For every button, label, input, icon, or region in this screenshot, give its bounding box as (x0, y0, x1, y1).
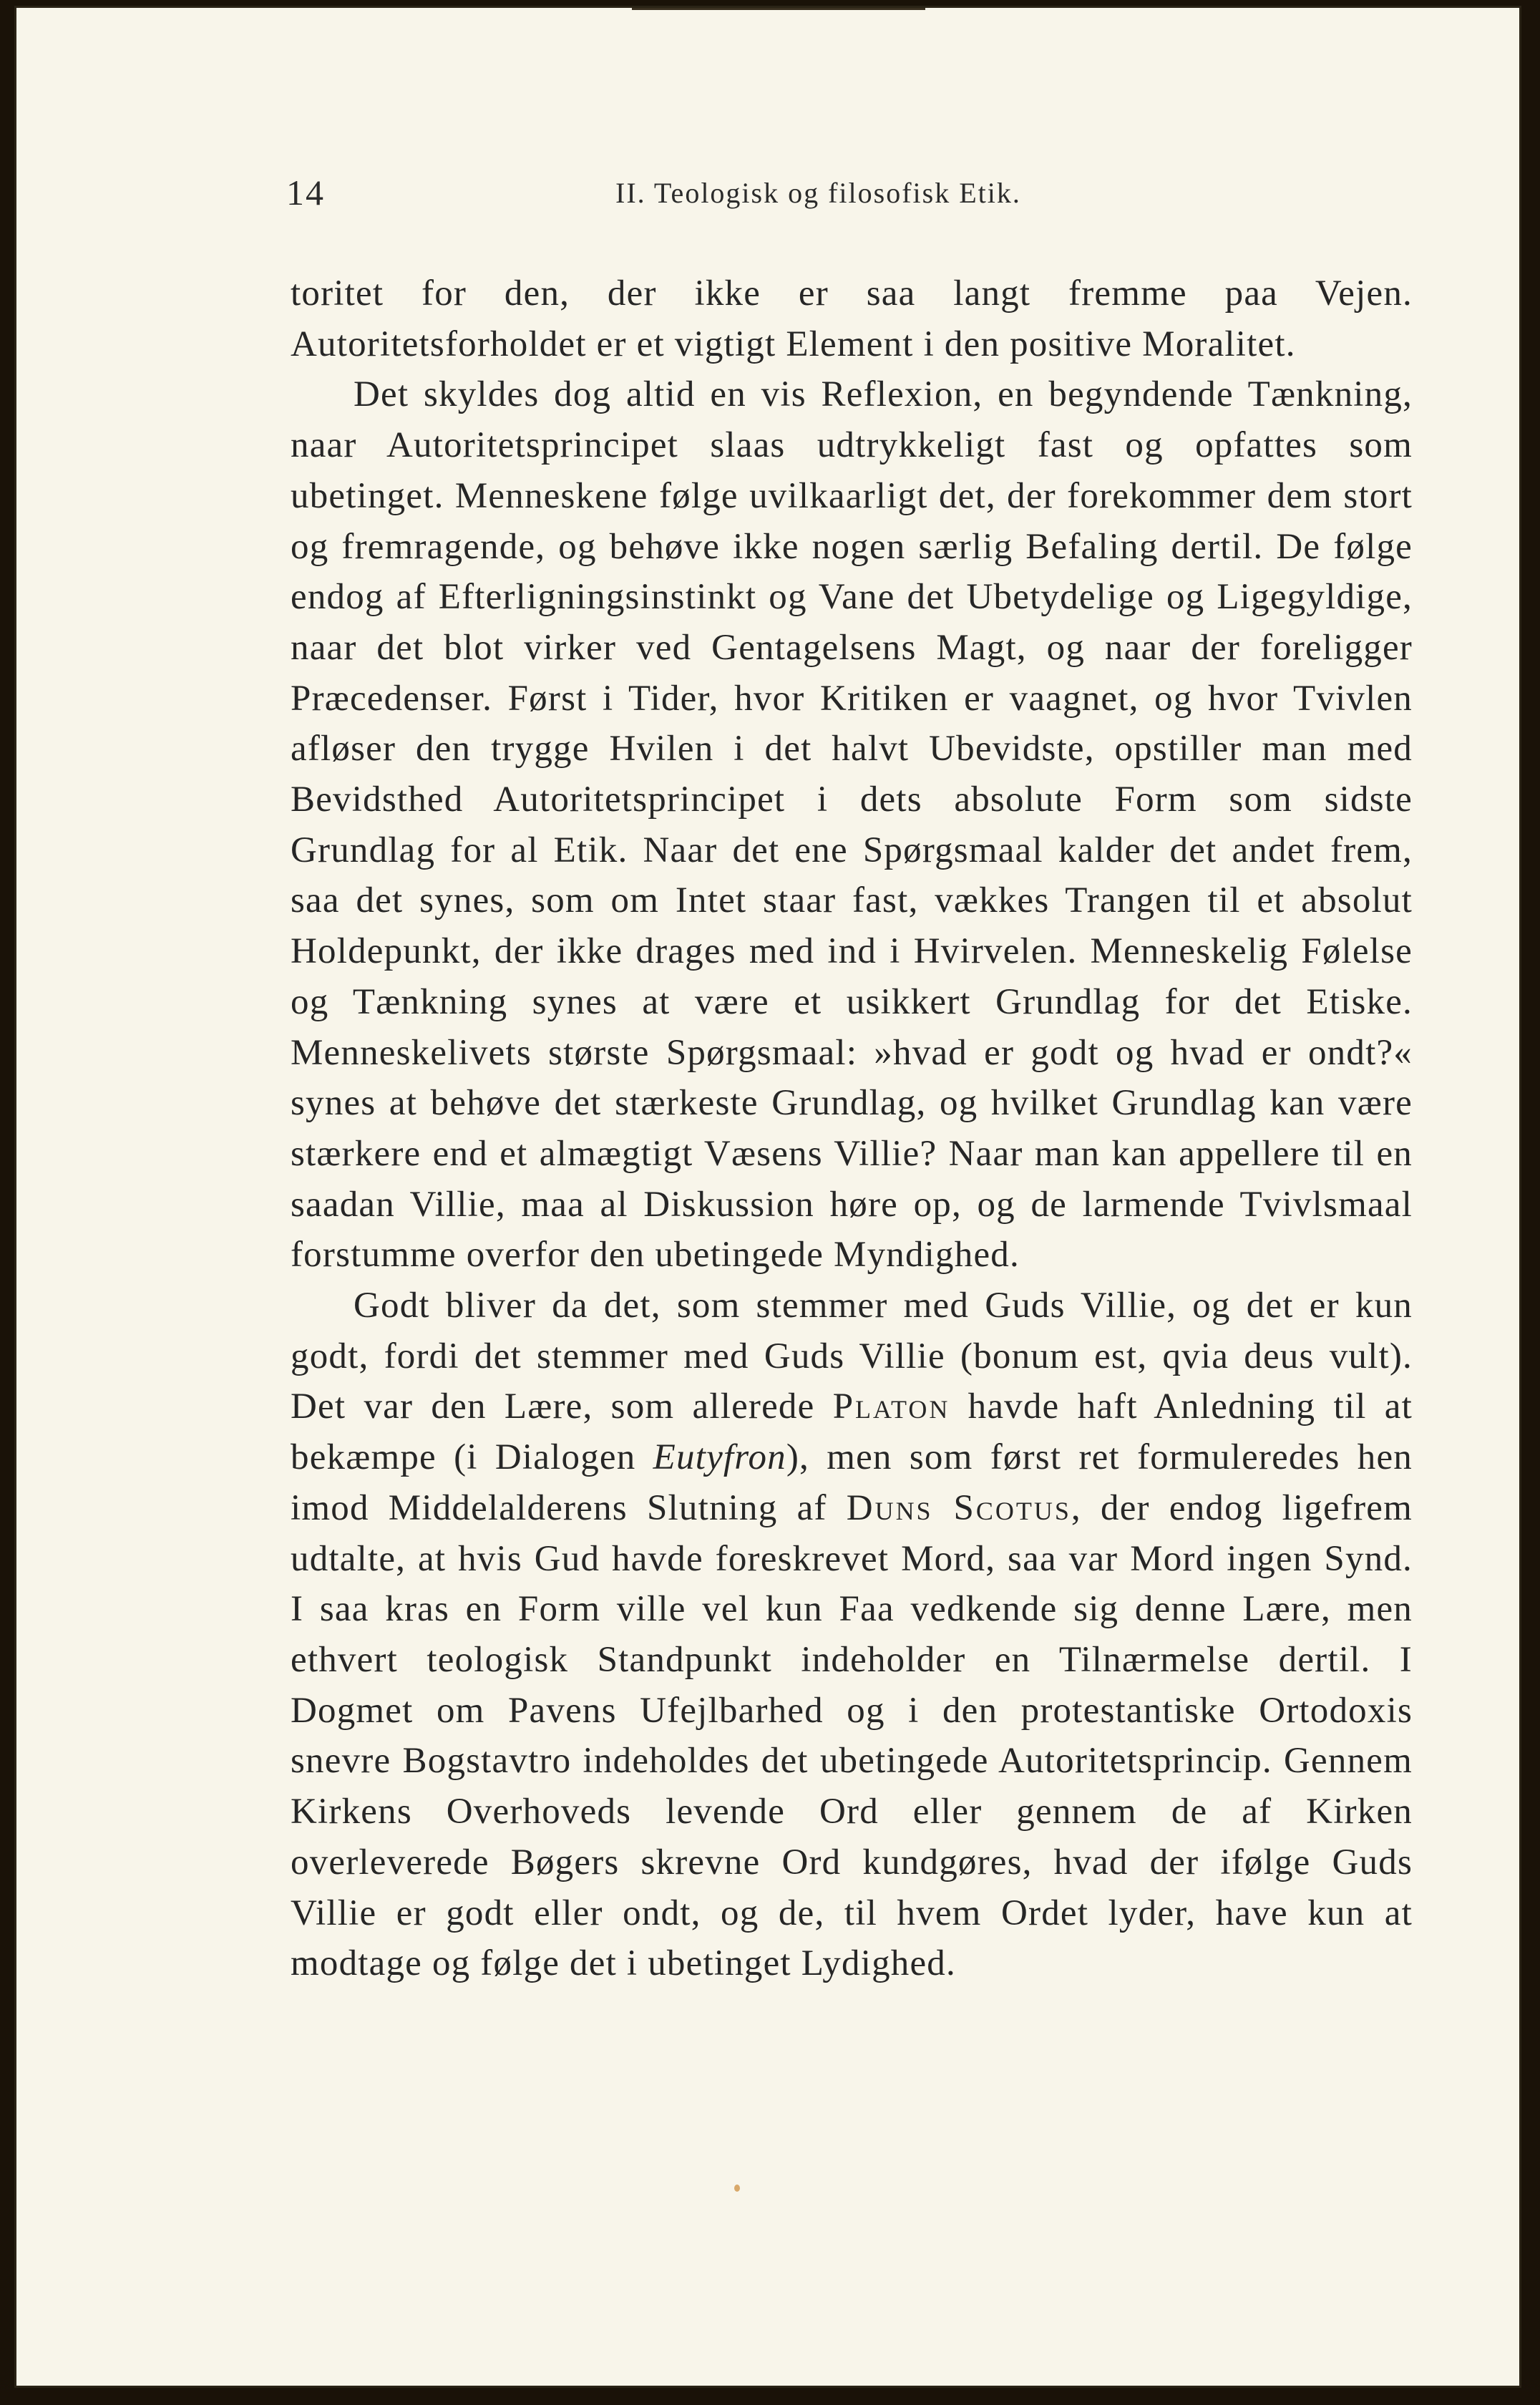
running-head (286, 172, 1417, 222)
name-duns-scotus: Duns Scotus (846, 1487, 1071, 1528)
paragraph-2: Det skyldes dog altid en vis Reflexion, en begyndende Tænkning, naar Autoritetsprincipet slaas udtrykkeligt fast og opfattes som ubetinget. Menneskene følge uvilkaarligt det, der forekommer dem stort og fremragende, og behøve ikke nogen særlig Befaling dertil. De følge endog af Efterligningsinstinkt og Vane det Ubetydelige og Ligegyldige, naar det blot virker ved Gentagelsens Magt, og naar der foreligger Præcedenser. Først i Tider, hvor Kritiken er vaagnet, og hvor Tvivlen afløser den trygge Hvilen i det halvt Ubevidste, opstiller man med Bevidsthed Autoritetsprincipet i dets absolute Form som sidste Grundlag for al Etik. Naar det ene Spørgsmaal kalder det andet frem, saa det synes, som om Intet staar fast, vækkes Trangen til et absolut Holdepunkt, der ikke drages med ind i Hvirvelen. Menneskelig Følelse og Tænkning synes at være et usikkert Grundlag for det Etiske. Menneskelivets største Spørgsmaal: »hvad er godt og hvad er ondt?« synes at behøve det stærkeste Grundlag, og hvilket Grundlag kan være stærkere end et almægtigt Væsens Villie? Naar man kan appellere til en saadan Villie, maa al Diskussion høre op, og de larmende Tvivlsmaal forstumme overfor den ubetingede Myndighed. (291, 374, 1413, 1276)
paragraph-3-text-c: ), men som først ret formuleredes hen imod Middelalderens Slutning af (291, 1437, 1413, 1528)
paragraph-1: toritet for den, der ikke er saa langt fremme paa Vejen. Autoritetsforholdet er et vigtigt Element i den positive Moralitet. (291, 273, 1413, 364)
body-text (291, 268, 1413, 1989)
ink-spot (734, 2185, 740, 2192)
name-platon: Platon (832, 1386, 950, 1427)
title-eutyfron: Eutyfron (653, 1437, 786, 1478)
paragraph-3 (291, 1281, 1413, 1989)
paragraph-3-text-d: , der endog ligefrem udtalte, at hvis Gud havde foreskrevet Mord, saa var Mord ingen Synd. I saa kras en Form ville vel kun Faa vedkende sig denne Lære, men ethvert teologisk Standpunkt indeholder en Tilnærmelse dertil. I Dogmet om Pavens Ufejlbarhed og i den protestantiske Ortodoxis snevre Bogstavtro indeholdes det ubetingede Autoritetsprincip. Gennem Kirkens Overhoveds levende Ord eller gennem de af Kirken overleverede Bøgers skrevne Ord kundgøres, hvad der ifølge Guds Villie er godt eller ondt, og de, til hvem Ordet lyder, have kun at modtage og følge det i ubetinget Lydighed. (291, 1487, 1413, 1984)
page-number: 14 (286, 173, 325, 213)
paragraph-3-text-b: havde haft Anledning til at bekæmpe (i Dialogen (291, 1386, 1413, 1478)
top-edge-rule (632, 8, 925, 10)
chapter-title: II. Teologisk og filosofisk Etik. (615, 177, 1021, 209)
paragraph-3-text-a: Godt bliver da det, som stemmer med Guds Villie, og det er kun godt, fordi det stemmer med Guds Villie (bonum est, qvia deus vult). Det var den Lære, som allerede (291, 1286, 1413, 1427)
